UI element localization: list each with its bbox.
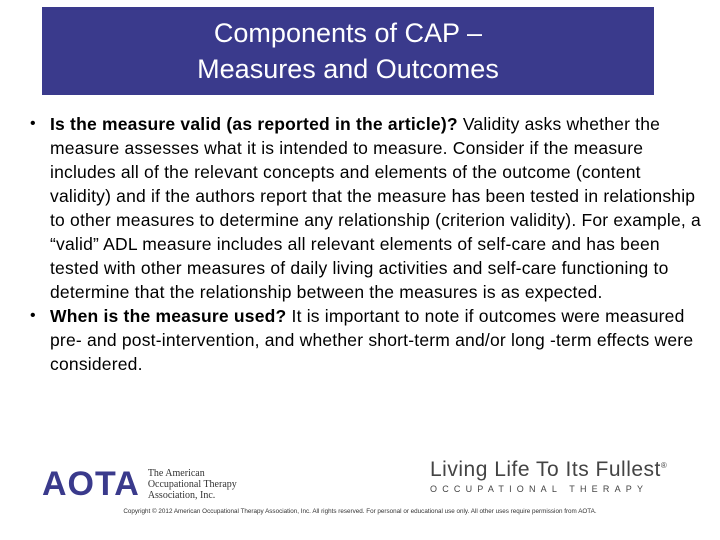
bullet-list [30,112,702,376]
aota-subtitle-line-3: Association, Inc. [147,489,216,501]
tagline-sub: OCCUPATIONAL THERAPY [430,484,649,494]
bullet-dot-icon: • [30,307,36,324]
slide-title-banner [42,7,654,95]
bullet-dot-icon: • [30,115,36,132]
bullet-text [50,112,702,304]
registered-mark: ® [660,461,668,470]
aota-subtitle-line-1: The American [147,467,205,479]
slide-title-line-1: Components of CAP – [213,18,483,48]
tagline-logo [430,458,690,494]
slide-title-line-2: Measures and Outcomes [197,54,499,84]
tagline-main [430,458,690,482]
bullet-body: Validity asks whether the measure assesses what it is intended to measure. Consider if the measure includes all of the relevant concepts and elements of the outcome (content validity) and if the authors report that the measure has been tested in relationship to other measures to determine any relationship (criterion validity). For example, a “valid” ADL measure includes all relevant elements of self-care and has been tested with other measures of daily living activities and self-care functioning to determine that the relationship between the measures is as expected. [50,114,701,302]
aota-logo [42,464,237,504]
bullet-text [50,304,702,376]
bullet-body: It is important to note if outcomes were measured pre- and post-intervention, and whether short-term and/or long -term effects were considered. [50,306,694,374]
aota-logo-wordmark: AOTA [42,465,140,503]
bullet-question: When is the measure used? [50,306,287,326]
bullet-item-timing [30,304,702,376]
bullet-question: Is the measure valid (as reported in the article)? [50,114,458,134]
tagline-main-text: Living Life To Its Fullest [430,458,661,481]
copyright-notice: Copyright © 2012 American Occupational Therapy Association, Inc. All rights reserved. For personal or educational use only. All other uses require permission from AOTA. [123,508,597,515]
aota-logo-subtitle [148,468,237,501]
bullet-item-validity [30,112,702,304]
aota-subtitle-line-2: Occupational Therapy [147,478,237,490]
